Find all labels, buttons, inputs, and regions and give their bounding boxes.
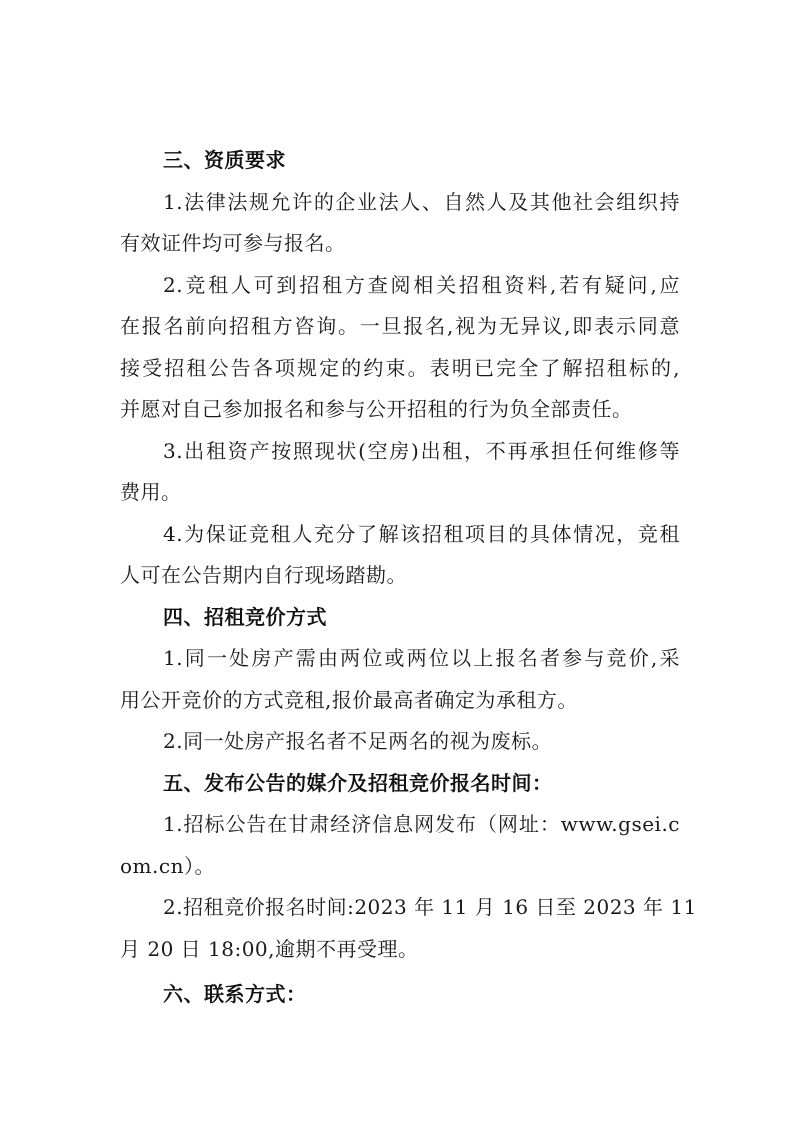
- text-line: 用公开竞价的方式竞租,报价最高者确定为承租方。: [120, 688, 578, 712]
- text-line: 费用。: [120, 480, 182, 504]
- text-line: 在报名前向招租方咨询。一旦报名,视为无异议,即表示同意: [120, 314, 680, 338]
- text-line: 1.同一处房产需由两位或两位以上报名者参与竞价,采: [163, 646, 680, 670]
- text-line: 接受招租公告各项规定的约束。表明已完全了解招租标的,: [120, 356, 680, 380]
- text-line: 2.招租竞价报名时间:2023 年 11 月 16 日至 2023 年 11: [163, 895, 697, 919]
- text-line: 4.为保证竞租人充分了解该招租项目的具体情况，竞租: [163, 522, 680, 546]
- text-line: om.cn）。: [120, 854, 215, 878]
- section-heading-publication-media: 五、发布公告的媒介及招租竞价报名时间：: [163, 771, 553, 795]
- section-heading-qualifications: 三、资质要求: [163, 148, 286, 172]
- section-heading-bidding-method: 四、招租竞价方式: [163, 605, 327, 629]
- text-line: 1.招标公告在甘肃经济信息网发布（网址：www.gsei.c: [163, 812, 680, 836]
- text-line: 人可在公告期内自行现场踏勘。: [120, 563, 407, 587]
- text-line: 2.同一处房产报名者不足两名的视为废标。: [163, 729, 553, 753]
- text-line: 3.出租资产按照现状(空房)出租，不再承担任何维修等: [163, 439, 680, 463]
- text-line: 月 20 日 18:00,逾期不再受理。: [120, 937, 419, 961]
- text-line: 1.法律法规允许的企业法人、自然人及其他社会组织持: [163, 190, 680, 214]
- text-line: 有效证件均可参与报名。: [120, 231, 346, 255]
- text-line: 并愿对自己参加报名和参与公开招租的行为负全部责任。: [120, 397, 633, 421]
- text-line: 2.竞租人可到招租方查阅相关招租资料,若有疑问,应: [163, 273, 680, 297]
- section-heading-contact: 六、联系方式：: [163, 982, 307, 1006]
